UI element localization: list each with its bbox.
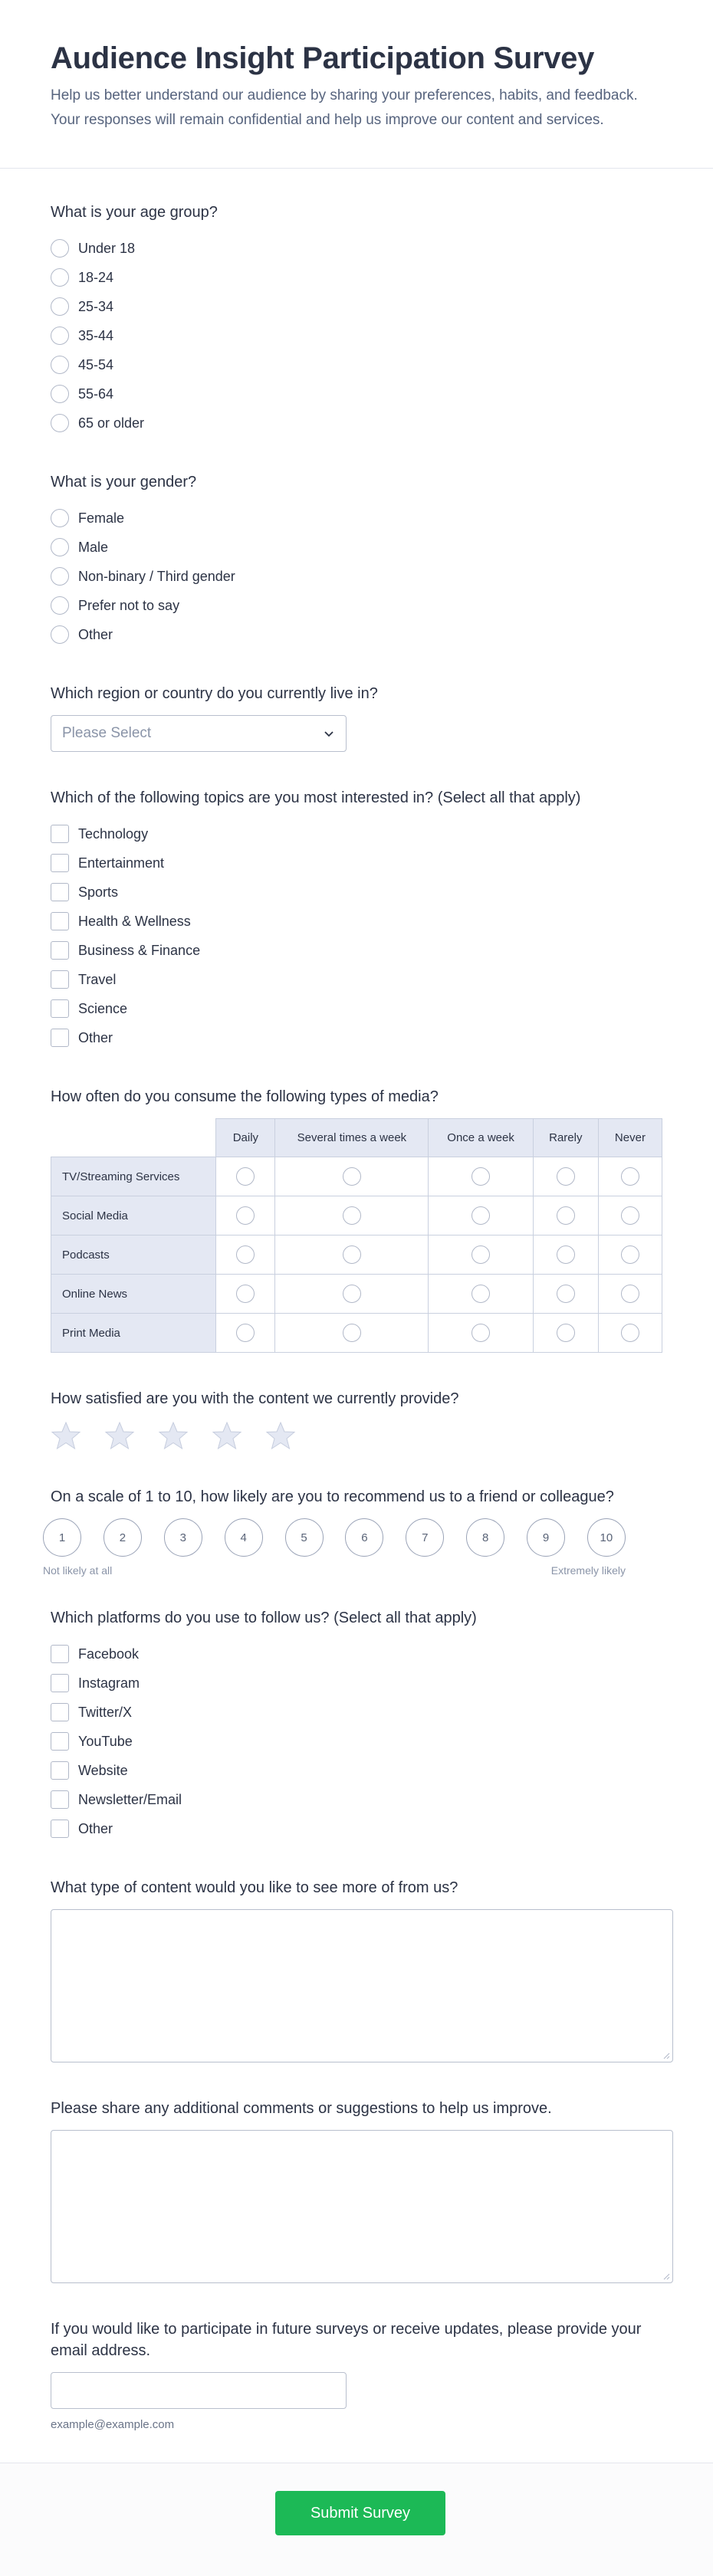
matrix-row xyxy=(51,1157,662,1196)
platform-option[interactable] xyxy=(51,1756,662,1785)
question-content xyxy=(0,1877,713,2062)
matrix-cell[interactable] xyxy=(533,1314,598,1353)
radio-button[interactable] xyxy=(236,1206,255,1225)
scale-option[interactable]: 4 xyxy=(225,1518,263,1557)
radio-button[interactable] xyxy=(343,1245,361,1264)
radio-button[interactable] xyxy=(472,1206,490,1225)
matrix-row-label: Online News xyxy=(51,1275,216,1314)
radio-button[interactable] xyxy=(621,1324,639,1342)
gender-option[interactable] xyxy=(51,504,662,533)
topic-option[interactable] xyxy=(51,994,662,1023)
matrix-cell[interactable] xyxy=(598,1314,662,1353)
topic-options xyxy=(51,819,662,1052)
radio-button[interactable] xyxy=(621,1245,639,1264)
question-label: Which platforms do you use to follow us? (Select all that apply) xyxy=(51,1610,477,1626)
gender-option[interactable] xyxy=(51,533,662,562)
checkbox[interactable] xyxy=(51,941,69,960)
matrix-corner xyxy=(51,1119,216,1157)
matrix-column-header: Rarely xyxy=(533,1119,598,1157)
radio-button[interactable] xyxy=(343,1167,361,1186)
question-label: Which of the following topics are you most interested in? (Select all that apply) xyxy=(51,789,581,806)
platform-option[interactable] xyxy=(51,1785,662,1814)
option-label: Facebook xyxy=(78,1646,140,1662)
platform-option[interactable] xyxy=(51,1727,662,1756)
platform-option[interactable] xyxy=(51,1669,662,1698)
checkbox[interactable] xyxy=(51,1703,69,1721)
matrix-cell[interactable] xyxy=(429,1235,533,1275)
matrix-column-header: Several times a week xyxy=(275,1119,429,1157)
checkbox[interactable] xyxy=(51,1790,69,1809)
radio-button[interactable] xyxy=(621,1167,639,1186)
option-label: 45-54 xyxy=(78,356,114,372)
resize-handle-icon[interactable] xyxy=(662,2272,670,2280)
option-label: Technology xyxy=(78,825,149,842)
matrix-cell[interactable] xyxy=(216,1157,275,1196)
option-label: Business & Finance xyxy=(78,942,201,958)
checkbox[interactable] xyxy=(51,1645,69,1663)
radio-button[interactable] xyxy=(51,567,69,586)
radio-button[interactable] xyxy=(621,1206,639,1225)
radio-button[interactable] xyxy=(51,297,69,316)
age-options xyxy=(51,234,662,438)
scale-labels xyxy=(43,1564,626,1577)
matrix-cell[interactable] xyxy=(216,1196,275,1235)
question-label: On a scale of 1 to 10, how likely are you to recommend us to a friend or colleague? xyxy=(51,1488,614,1505)
matrix-column-header: Once a week xyxy=(429,1119,533,1157)
checkbox[interactable] xyxy=(51,1820,69,1838)
content-textarea[interactable] xyxy=(51,1909,673,2062)
option-label: Entertainment xyxy=(78,855,165,871)
matrix-cell[interactable] xyxy=(598,1157,662,1196)
matrix-cell[interactable] xyxy=(533,1275,598,1314)
radio-button[interactable] xyxy=(472,1245,490,1264)
scale-low-label: Not likely at all xyxy=(43,1564,113,1577)
radio-button[interactable] xyxy=(236,1324,255,1342)
topic-option[interactable] xyxy=(51,848,662,878)
question-label: How satisfied are you with the content we currently provide? xyxy=(51,1390,459,1407)
radio-button[interactable] xyxy=(557,1245,575,1264)
checkbox[interactable] xyxy=(51,1761,69,1780)
matrix-cell[interactable] xyxy=(275,1275,429,1314)
question-label: If you would like to participate in future surveys or receive updates, please provide your email address. xyxy=(51,2321,642,2359)
option-label: Non-binary / Third gender xyxy=(78,568,235,584)
form-footer xyxy=(0,2463,713,2576)
platform-option[interactable] xyxy=(51,1698,662,1727)
radio-button[interactable] xyxy=(236,1285,255,1303)
matrix-cell[interactable] xyxy=(429,1196,533,1235)
question-label: Please share any additional comments or suggestions to help us improve. xyxy=(51,2100,552,2117)
option-label: Science xyxy=(78,1000,128,1016)
radio-button[interactable] xyxy=(343,1206,361,1225)
topic-option[interactable] xyxy=(51,907,662,936)
matrix-cell[interactable] xyxy=(216,1235,275,1275)
age-option[interactable] xyxy=(51,234,662,263)
radio-button[interactable] xyxy=(621,1285,639,1303)
chevron-down-icon xyxy=(323,727,335,740)
form-header xyxy=(0,0,713,169)
option-label: Health & Wellness xyxy=(78,913,191,929)
question-label: What is your age group? xyxy=(51,204,218,221)
question-comments xyxy=(0,2098,713,2283)
question-satisfaction xyxy=(0,1388,713,1451)
media-frequency-matrix xyxy=(51,1118,662,1353)
age-option[interactable] xyxy=(51,350,662,379)
matrix-cell[interactable] xyxy=(598,1275,662,1314)
star-icon[interactable] xyxy=(212,1420,242,1451)
radio-button[interactable] xyxy=(51,414,69,432)
matrix-cell[interactable] xyxy=(598,1196,662,1235)
option-label: Male xyxy=(78,539,109,555)
matrix-cell[interactable] xyxy=(275,1196,429,1235)
checkbox[interactable] xyxy=(51,1029,69,1047)
scale-option[interactable]: 10 xyxy=(587,1518,626,1557)
question-label: What is your gender? xyxy=(51,474,197,491)
scale-option[interactable]: 2 xyxy=(104,1518,142,1557)
gender-option[interactable] xyxy=(51,620,662,649)
option-label: 35-44 xyxy=(78,327,114,343)
radio-button[interactable] xyxy=(236,1167,255,1186)
matrix-row xyxy=(51,1314,662,1353)
option-label: Instagram xyxy=(78,1675,140,1691)
matrix-row-label: Social Media xyxy=(51,1196,216,1235)
option-label: 18-24 xyxy=(78,269,114,285)
radio-button[interactable] xyxy=(51,509,69,527)
submit-button[interactable]: Submit Survey xyxy=(275,2491,445,2535)
option-label: Sports xyxy=(78,884,119,900)
question-topics xyxy=(0,787,713,1052)
checkbox[interactable] xyxy=(51,883,69,901)
topic-option[interactable] xyxy=(51,1023,662,1052)
nps-scale xyxy=(43,1518,626,1557)
topic-option[interactable] xyxy=(51,965,662,994)
checkbox[interactable] xyxy=(51,1674,69,1692)
radio-button[interactable] xyxy=(51,385,69,403)
matrix-row-label: Print Media xyxy=(51,1314,216,1353)
radio-button[interactable] xyxy=(472,1285,490,1303)
age-option[interactable] xyxy=(51,321,662,350)
radio-button[interactable] xyxy=(557,1324,575,1342)
radio-button[interactable] xyxy=(51,239,69,258)
checkbox[interactable] xyxy=(51,825,69,843)
option-label: 55-64 xyxy=(78,386,114,402)
option-label: 25-34 xyxy=(78,298,114,314)
option-label: Under 18 xyxy=(78,240,136,256)
option-label: YouTube xyxy=(78,1733,133,1749)
question-platforms xyxy=(0,1607,713,1843)
option-label: Female xyxy=(78,510,125,526)
option-label: 65 or older xyxy=(78,415,145,431)
scale-option[interactable]: 9 xyxy=(527,1518,565,1557)
resize-handle-icon[interactable] xyxy=(662,2052,670,2059)
radio-button[interactable] xyxy=(343,1324,361,1342)
region-select[interactable] xyxy=(51,715,347,752)
matrix-cell[interactable] xyxy=(275,1157,429,1196)
question-region xyxy=(0,683,713,752)
checkbox[interactable] xyxy=(51,854,69,872)
question-age xyxy=(0,202,713,438)
scale-high-label: Extremely likely xyxy=(550,1564,626,1577)
question-label: How often do you consume the following types of media? xyxy=(51,1088,439,1105)
matrix-cell[interactable] xyxy=(429,1157,533,1196)
star-icon[interactable] xyxy=(158,1420,189,1451)
gender-option[interactable] xyxy=(51,591,662,620)
topic-option[interactable] xyxy=(51,936,662,965)
radio-button[interactable] xyxy=(51,327,69,345)
question-gender xyxy=(0,471,713,649)
matrix-column-header: Never xyxy=(598,1119,662,1157)
radio-button[interactable] xyxy=(557,1285,575,1303)
matrix-cell[interactable] xyxy=(533,1196,598,1235)
age-option[interactable] xyxy=(51,292,662,321)
matrix-row xyxy=(51,1196,662,1235)
star-icon[interactable] xyxy=(265,1420,296,1451)
matrix-cell[interactable] xyxy=(275,1314,429,1353)
radio-button[interactable] xyxy=(51,268,69,287)
email-sublabel: example@example.com xyxy=(51,2418,175,2431)
scale-option[interactable]: 7 xyxy=(406,1518,444,1557)
page-title: Audience Insight Participation Survey xyxy=(51,41,595,75)
scale-option[interactable]: 8 xyxy=(466,1518,504,1557)
checkbox[interactable] xyxy=(51,999,69,1018)
option-label: Prefer not to say xyxy=(78,597,180,613)
topic-option[interactable] xyxy=(51,878,662,907)
topic-option[interactable] xyxy=(51,819,662,848)
matrix-cell[interactable] xyxy=(429,1314,533,1353)
platform-option[interactable] xyxy=(51,1814,662,1843)
comments-textarea[interactable] xyxy=(51,2130,673,2283)
question-email xyxy=(0,2318,713,2431)
matrix-cell[interactable] xyxy=(598,1235,662,1275)
option-label: Other xyxy=(78,1820,113,1836)
age-option[interactable] xyxy=(51,263,662,292)
select-placeholder: Please Select xyxy=(62,725,152,741)
star-icon[interactable] xyxy=(51,1420,81,1451)
scale-option[interactable]: 1 xyxy=(43,1518,81,1557)
scale-option[interactable]: 6 xyxy=(345,1518,383,1557)
option-label: Newsletter/Email xyxy=(78,1791,182,1807)
gender-options xyxy=(51,504,662,649)
form-description: Help us better understand our audience by sharing your preferences, habits, and feedback. Your responses will remain confidential and help us improve our content and services. xyxy=(51,87,638,128)
scale-option[interactable]: 3 xyxy=(164,1518,202,1557)
option-label: Twitter/X xyxy=(78,1704,133,1720)
matrix-cell[interactable] xyxy=(275,1235,429,1275)
matrix-row-label: TV/Streaming Services xyxy=(51,1157,216,1196)
matrix-cell[interactable] xyxy=(533,1235,598,1275)
radio-button[interactable] xyxy=(557,1167,575,1186)
radio-button[interactable] xyxy=(472,1167,490,1186)
radio-button[interactable] xyxy=(343,1285,361,1303)
platform-option[interactable] xyxy=(51,1639,662,1669)
star-rating xyxy=(51,1420,662,1451)
matrix-cell[interactable] xyxy=(216,1275,275,1314)
matrix-row-label: Podcasts xyxy=(51,1235,216,1275)
radio-button[interactable] xyxy=(51,538,69,556)
question-label: Which region or country do you currently live in? xyxy=(51,685,378,702)
question-media xyxy=(0,1086,713,1353)
checkbox[interactable] xyxy=(51,970,69,989)
checkbox[interactable] xyxy=(51,912,69,930)
radio-button[interactable] xyxy=(51,625,69,644)
gender-option[interactable] xyxy=(51,562,662,591)
option-label: Website xyxy=(78,1762,128,1778)
radio-button[interactable] xyxy=(51,596,69,615)
email-field[interactable] xyxy=(51,2372,347,2409)
matrix-row xyxy=(51,1235,662,1275)
radio-button[interactable] xyxy=(236,1245,255,1264)
age-option[interactable] xyxy=(51,379,662,409)
platform-options xyxy=(51,1639,662,1843)
question-recommend xyxy=(0,1486,713,1577)
question-label: What type of content would you like to see more of from us? xyxy=(51,1879,458,1896)
matrix-column-header: Daily xyxy=(216,1119,275,1157)
age-option[interactable] xyxy=(51,409,662,438)
matrix-cell[interactable] xyxy=(216,1314,275,1353)
checkbox[interactable] xyxy=(51,1732,69,1751)
option-label: Other xyxy=(78,1029,113,1045)
matrix-row xyxy=(51,1275,662,1314)
matrix-cell[interactable] xyxy=(533,1157,598,1196)
matrix-cell[interactable] xyxy=(429,1275,533,1314)
scale-option[interactable]: 5 xyxy=(285,1518,324,1557)
option-label: Other xyxy=(78,626,113,642)
option-label: Travel xyxy=(78,971,117,987)
radio-button[interactable] xyxy=(472,1324,490,1342)
radio-button[interactable] xyxy=(51,356,69,374)
radio-button[interactable] xyxy=(557,1206,575,1225)
star-icon[interactable] xyxy=(104,1420,135,1451)
